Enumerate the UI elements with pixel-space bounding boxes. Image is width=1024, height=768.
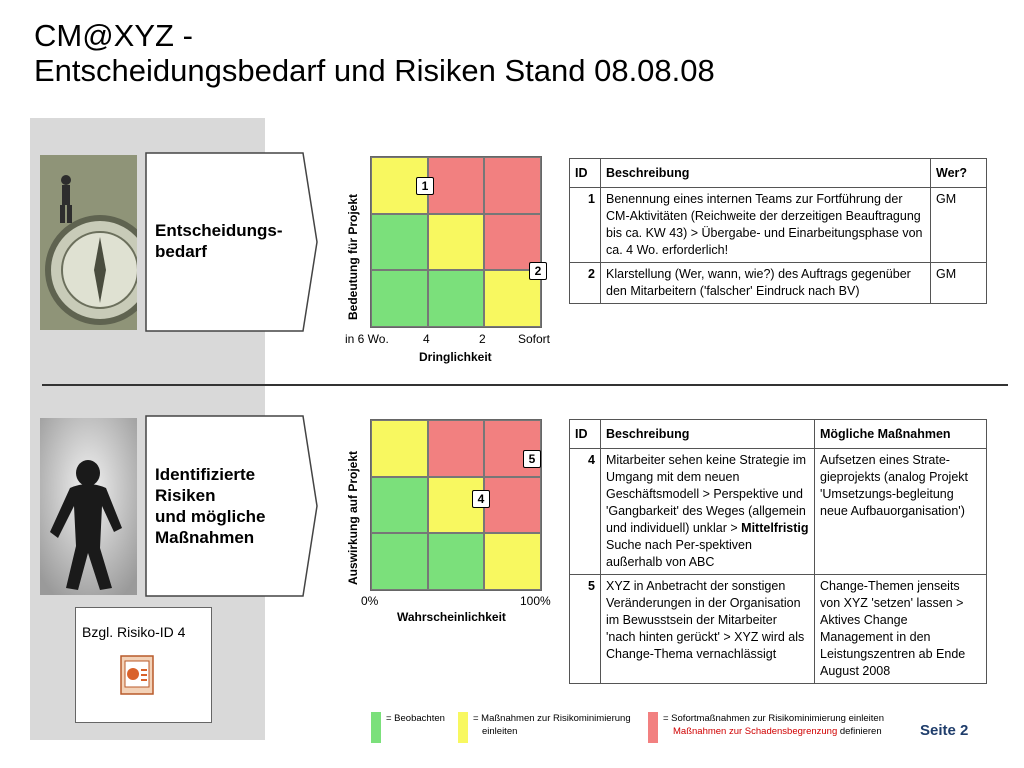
row-id: 1 [570,188,601,263]
row-description: Mitarbeiter sehen keine Strategie im Umgang mit dem neuen Geschäftsmodell > Perspektive und 'Gangbarkeit' des Weges (allgemein und individuell) unklar > Mittelfristig Suche nach Per-spektiven außerhalb von ABC [601,449,815,575]
matrix2-ylabel: Auswirkung auf Projekt [346,450,360,585]
matrix-cell [371,270,428,327]
risk-matrix [370,419,542,591]
x-tick: Sofort [518,332,551,346]
matrix-cell [428,214,485,271]
x-tick: in 6 Wo. [345,332,389,346]
row-id: 4 [570,449,601,575]
matrix-cell [484,420,541,477]
matrix-cell [428,533,485,590]
legend-yellow: = Maßnahmen zur Risikominimierung einleiten [473,713,631,737]
matrix-cell [371,477,428,534]
matrix-cell [484,533,541,590]
title-line-2: Entscheidungsbedarf und Risiken Stand 08.08.08 [34,53,715,88]
row-id: 2 [570,263,601,304]
row-measure: Change-Themen jenseits von XYZ 'setzen' lassen > Aktives Change Management in den Leistungszentren ab Ende August 2008 [815,575,987,684]
row-id: 5 [570,575,601,684]
matrix-cell [371,420,428,477]
risks-arrow-box [145,415,320,597]
x-tick: 0% [361,594,379,608]
matrix-cell [484,477,541,534]
row-description: Klarstellung (Wer, wann, wie?) des Auftrags gegenüber den Mitarbeitern ('falscher' Eindruck nach BV) [601,263,931,304]
legend-green: = Beobachten [386,713,445,724]
matrix1-ylabel: Bedeutung für Projekt [346,193,360,320]
table-row [570,575,987,684]
legend-swatch-red [648,712,658,743]
col-id: ID [570,420,601,449]
decision-table [569,158,987,304]
row-description: Benennung eines internen Teams zur Fortführung der CM-Aktivitäten (Reichweite der derzeitigen Beauftragung bis ca. KW 43) > Übergabe- und Einarbeitungsphase von ca. 4 Wo. erforderlich! [601,188,931,263]
col-measures: Mögliche Maßnahmen [815,420,987,449]
table-header-row [570,159,987,188]
matrix-cell [428,270,485,327]
x-tick: 4 [423,332,430,346]
legend-swatch-green [371,712,381,743]
matrix-cell [484,157,541,214]
matrix1-xlabel: Dringlichkeit [419,350,492,364]
silhouette-photo [40,418,137,595]
col-description: Beschreibung [601,420,815,449]
table-row [570,449,987,575]
matrix2-xlabel: Wahrscheinlichkeit [397,610,506,624]
row-who: GM [931,263,987,304]
risk-marker-4: 4 [472,490,490,508]
table-row [570,263,987,304]
risk-reference-label: Bzgl. Risiko-ID 4 [82,624,186,640]
matrix-cell [428,157,485,214]
matrix-cell [428,420,485,477]
col-who: Wer? [931,159,987,188]
title-line-1: CM@XYZ - [34,18,193,53]
section-divider [42,384,1008,386]
legend-swatch-yellow [458,712,468,743]
decision-matrix [370,156,542,328]
x-tick: 100% [520,594,551,608]
matrix-cell [371,214,428,271]
col-description: Beschreibung [601,159,931,188]
risk-marker-5: 5 [523,450,541,468]
decision-marker-1: 1 [416,177,434,195]
legend-red: = Sofortmaßnahmen zur Risikominimierung einleiten Maßnahmen zur Schadensbegrenzung definieren [663,713,884,737]
table-row [570,188,987,263]
x-tick: 2 [479,332,486,346]
decision-marker-2: 2 [529,262,547,280]
presentation-file-icon[interactable] [120,655,154,695]
row-description: XYZ in Anbetracht der sonstigen Veränderungen in der Organisation im Bewusstsein der Mitarbeiter 'nach hinten gerückt' > XYZ wird als Change-Thema vernachlässigt [601,575,815,684]
matrix-cell [371,533,428,590]
page-number: Seite 2 [920,722,969,739]
compass-photo [40,155,137,330]
row-who: GM [931,188,987,263]
risks-label: Identifizierte Risiken und mögliche Maßnahmen [155,465,266,547]
page-title [34,18,715,88]
risk-table [569,419,987,684]
decision-label: Entscheidungs- bedarf [155,221,283,261]
col-id: ID [570,159,601,188]
row-measure: Aufsetzen eines Strate-gieprojekts (analog Projekt 'Umsetzungs-begleitung neue Aufbauorganisation') [815,449,987,575]
decision-arrow-box [145,152,320,332]
table-header-row [570,420,987,449]
